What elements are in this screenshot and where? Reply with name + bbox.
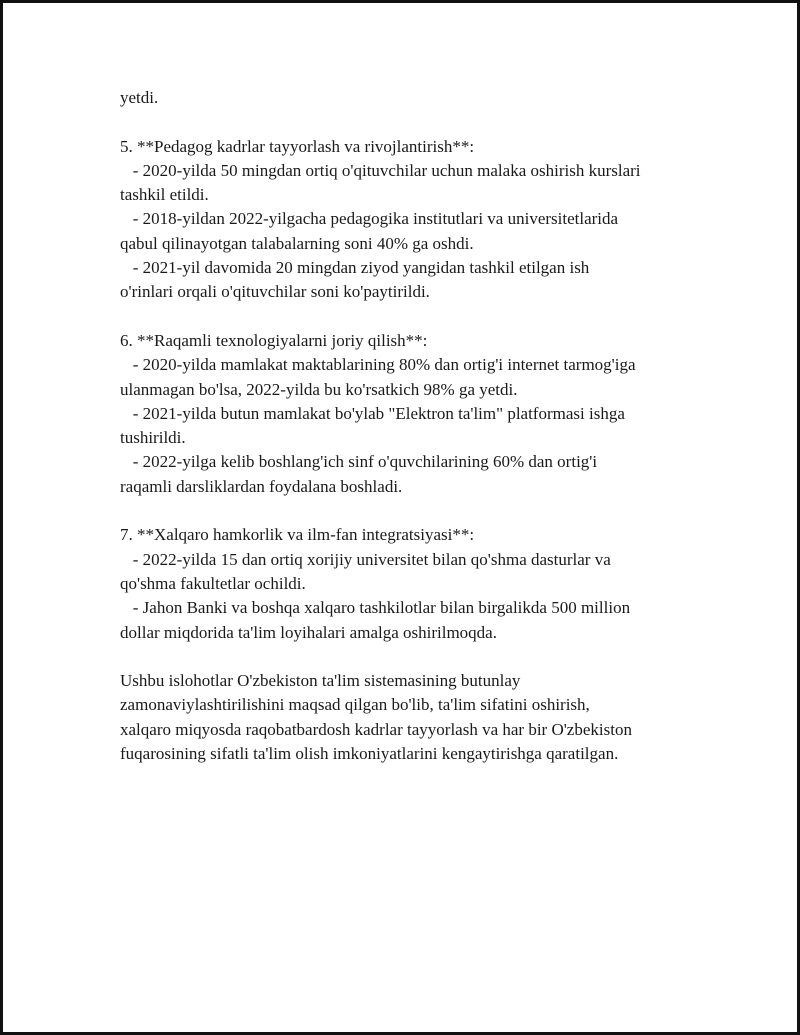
section-heading: 5. **Pedagog kadrlar tayyorlash va rivojlantirish**: — [120, 136, 475, 156]
text-line: qabul qilinayotgan talabalarning soni 40% ga oshdi. — [120, 233, 474, 253]
paragraph-gap — [120, 305, 707, 329]
text-line: Ushbu islohotlar O'zbekiston ta'lim sistemasining butunlay — [120, 671, 521, 691]
text-line: - Jahon Banki va boshqa xalqaro tashkilotlar bilan birgalikda 500 million — [120, 598, 631, 618]
text-line: fuqarosining sifatli ta'lim olish imkoniyatlarini kengaytirishga qaratilgan. — [120, 744, 619, 764]
section-6 — [120, 329, 707, 499]
paragraph-gap — [120, 645, 707, 669]
text-line: xalqaro miqyosda raqobatbardosh kadrlar tayyorlash va har bir O'zbekiston — [120, 719, 632, 739]
paragraph-gap — [120, 110, 707, 134]
section-7 — [120, 523, 707, 644]
text-line: - 2021-yil davomida 20 mingdan ziyod yangidan tashkil etilgan ish — [120, 258, 590, 278]
text-line: o'rinlari orqali o'qituvchilar soni ko'paytirildi. — [120, 282, 430, 302]
text-line: - 2020-yilda 50 mingdan ortiq o'qituvchilar uchun malaka oshirish kurslari — [120, 160, 641, 180]
conclusion-paragraph — [120, 669, 707, 766]
section-heading: 6. **Raqamli texnologiyalarni joriy qilish**: — [120, 330, 428, 350]
paragraph-gap — [120, 499, 707, 523]
text-line: zamonaviylashtirilishini maqsad qilgan bo'lib, ta'lim sifatini oshirish, — [120, 695, 590, 715]
continuation-text: yetdi. — [120, 88, 159, 107]
text-line: raqamli darsliklardan foydalana boshladi. — [120, 476, 403, 496]
text-line: tushirildi. — [120, 428, 186, 448]
text-line: - 2018-yildan 2022-yilgacha pedagogika institutlari va universitetlarida — [120, 209, 619, 229]
section-heading: 7. **Xalqaro hamkorlik va ilm-fan integratsiyasi**: — [120, 525, 475, 545]
text-line: - 2021-yilda butun mamlakat bo'ylab "Elektron ta'lim" platformasi ishga — [120, 403, 625, 423]
text-line: tashkil etildi. — [120, 185, 209, 205]
text-line: - 2022-yilga kelib boshlang'ich sinf o'quvchilarining 60% dan ortig'i — [120, 452, 598, 472]
section-5 — [120, 135, 707, 305]
text-line: - 2020-yilda mamlakat maktablarining 80% dan ortig'i internet tarmog'iga — [120, 355, 636, 375]
text-line: dollar miqdorida ta'lim loyihalari amalga oshirilmoqda. — [120, 622, 497, 642]
text-line: qo'shma fakultetlar ochildi. — [120, 573, 306, 593]
text-line: ulanmagan bo'lsa, 2022-yilda bu ko'rsatkich 98% ga yetdi. — [120, 379, 518, 399]
text-line: - 2022-yilda 15 dan ortiq xorijiy universitet bilan qo'shma dasturlar va — [120, 549, 611, 569]
